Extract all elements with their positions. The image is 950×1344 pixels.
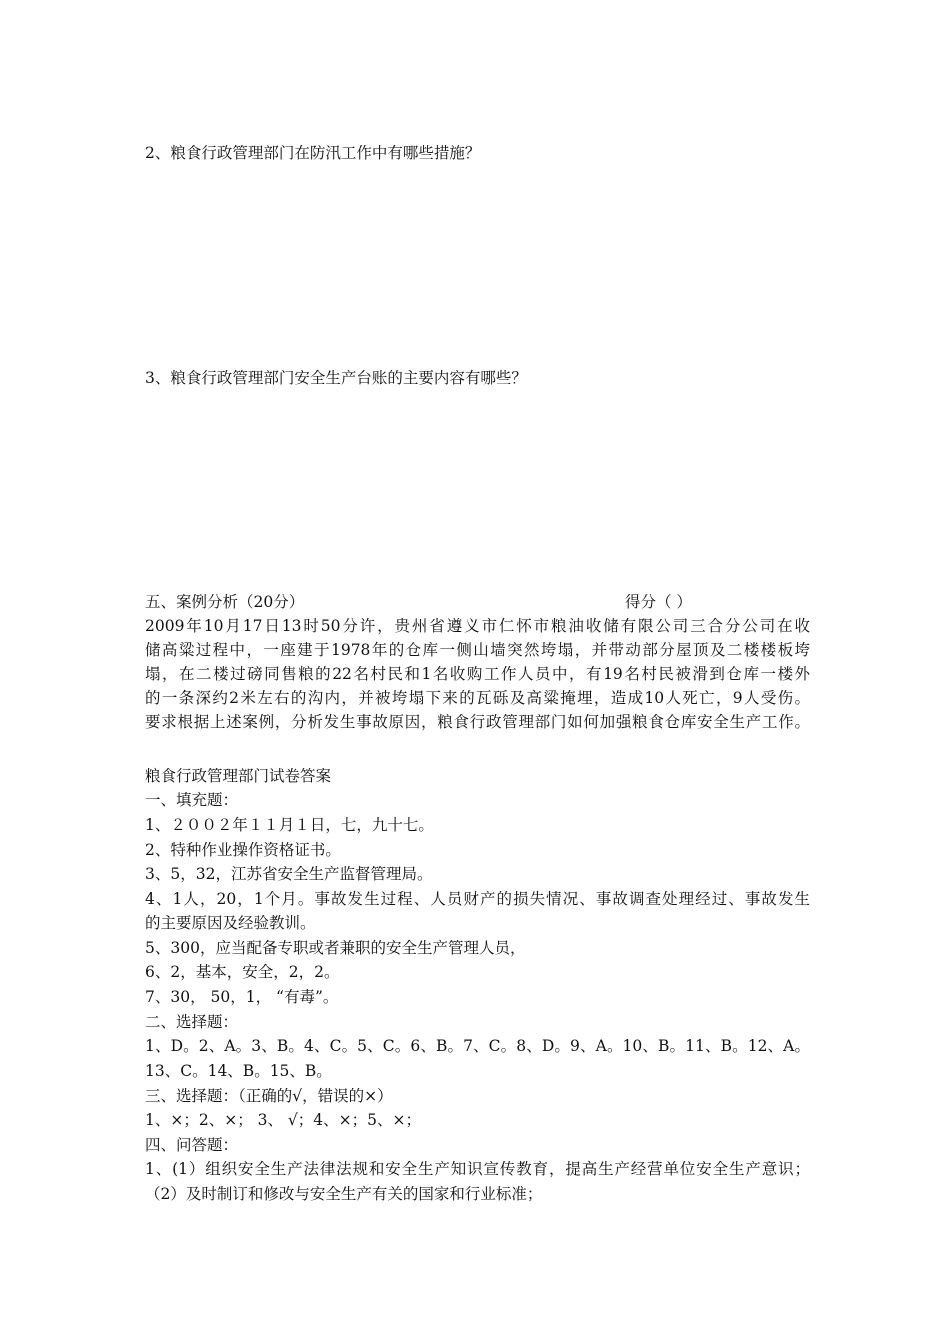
question-3: 3、粮食行政管理部门安全生产台账的主要内容有哪些？	[145, 369, 527, 387]
answer-line: 2、特种作业操作资格证书。	[145, 841, 341, 859]
answer-line: 1、(1）组织安全生产法律法规和安全生产知识宣传教育，提高生产经营单位安全生产意识；	[145, 1160, 810, 1178]
case-score: 得分（ ）	[625, 593, 692, 611]
answer-line: 1、２００２年１１月１日，七，九十七。	[145, 816, 434, 834]
case-section-title: 五、案例分析（20分）	[145, 593, 305, 611]
answer-line: 13、C。14、B。15、B。	[145, 1062, 332, 1080]
answer-line: 3、5，32，江苏省安全生产监督管理局。	[145, 865, 433, 883]
answers-section-4: 四、问答题：	[145, 1136, 239, 1154]
case-text-line: 2009年10月17日13时50分许，贵州省遵义市仁怀市粮油收储有限公司三合分公司在收	[145, 617, 810, 635]
case-text-line: 塌，在二楼过磅同售粮的22名村民和1名收购工作人员中，有19名村民被滑到仓库一楼外	[145, 665, 810, 683]
answer-line: 5、300，应当配备专职或者兼职的安全生产管理人员，	[145, 939, 526, 957]
answers-section-3: 三、选择题：（正确的√，错误的×）	[145, 1087, 393, 1105]
case-text-line: 储高粱过程中，一座建于1978年的仓库一侧山墙突然垮塌，并带动部分屋顶及二楼楼板垮	[145, 641, 810, 659]
answers-title: 粮食行政管理部门试卷答案	[145, 767, 332, 785]
answer-line: 的主要原因及经验教训。	[145, 914, 316, 932]
answer-line: 4、1人，20，1个月。事故发生过程、人员财产的损失情况、事故调查处理经过、事故发生	[145, 890, 810, 908]
case-text-line: 的一条深约2米左右的沟内，并被垮塌下来的瓦砾及高粱掩埋，造成10人死亡，9人受伤。	[145, 689, 810, 707]
answer-line: 7、30， 50，1， “有毒”。	[145, 988, 339, 1006]
answer-line: 1、×；2、×； 3、 √；4、×；5、×；	[145, 1111, 421, 1129]
answer-line: （2）及时制订和修改与安全生产有关的国家和行业标准；	[145, 1185, 543, 1203]
answer-line: 6、2，基本，安全，2，2。	[145, 963, 340, 981]
answer-line: 1、D。2、A。3、B。4、C。5、C。6、B。7、C。8、D。9、A。10、B。11、B。12、A。	[145, 1037, 810, 1055]
answers-section-2: 二、选择题：	[145, 1013, 239, 1031]
case-text-line: 要求根据上述案例，分析发生事故原因，粮食行政管理部门如何加强粮食仓库安全生产工作。	[145, 713, 810, 731]
answers-section-1: 一、填充题：	[145, 791, 239, 809]
question-2: 2、粮食行政管理部门在防汛工作中有哪些措施？	[145, 144, 481, 162]
